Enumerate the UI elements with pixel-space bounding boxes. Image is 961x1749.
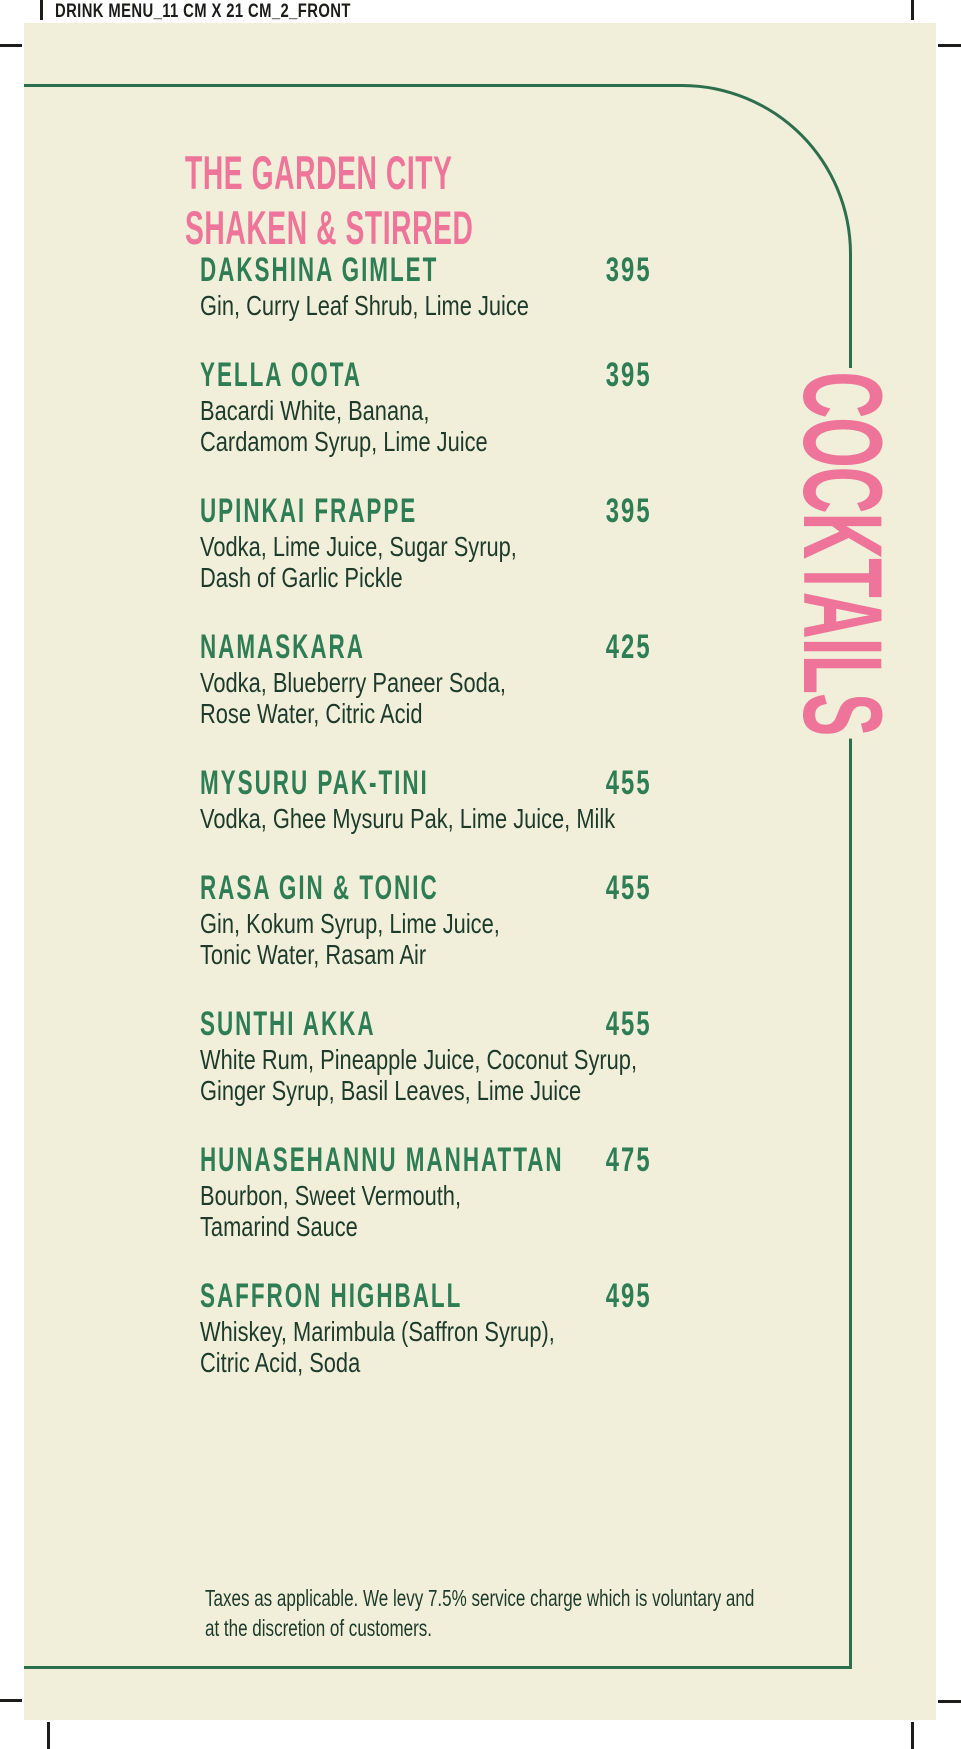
menu-item-name: SUNTHI AKKA <box>200 1005 376 1043</box>
menu-item-desc <box>200 1180 652 1242</box>
menu-item <box>200 871 652 970</box>
menu-item-desc-line: Citric Acid, Soda <box>200 1347 361 1378</box>
menu-item-desc <box>200 1316 652 1378</box>
crop-mark-top-left-horizontal <box>0 44 22 47</box>
menu-item-name: UPINKAI FRAPPE <box>200 492 418 530</box>
menu-item-desc-line: Gin, Kokum Syrup, Lime Juice, <box>200 908 500 939</box>
section-heading <box>185 145 666 255</box>
tax-disclaimer-line-1: Taxes as applicable. We levy 7.5% service charge which is voluntary and <box>205 1585 755 1611</box>
menu-item-desc <box>200 908 652 970</box>
menu-item-desc-line: Rose Water, Citric Acid <box>200 698 423 729</box>
design-file-label: DRINK MENU_11 CM X 21 CM_2_FRONT <box>55 1 351 22</box>
menu-item-price: 395 <box>605 492 652 530</box>
tax-disclaimer-line-2: at the discretion of customers. <box>205 1615 433 1641</box>
menu-item-name: SAFFRON HIGHBALL <box>200 1277 463 1315</box>
menu-item-desc-line: Gin, Curry Leaf Shrub, Lime Juice <box>200 290 529 321</box>
menu-item <box>200 253 652 321</box>
menu-item-title-row <box>200 494 652 528</box>
menu-item-title-row <box>200 358 652 392</box>
menu-item <box>200 766 652 834</box>
menu-item-name: HUNASEHANNU MANHATTAN <box>200 1141 564 1179</box>
menu-item <box>200 1279 652 1378</box>
menu-item <box>200 1007 652 1106</box>
menu-item-price: 395 <box>605 251 652 289</box>
menu-item-desc-line: Whiskey, Marimbula (Saffron Syrup), <box>200 1316 555 1347</box>
crop-mark-bottom-right-horizontal <box>938 1700 961 1703</box>
menu-item-price: 495 <box>605 1277 652 1315</box>
crop-mark-bottom-left-horizontal <box>0 1699 22 1702</box>
menu-item-desc-line: Tamarind Sauce <box>200 1211 358 1242</box>
crop-mark-bottom-right-vertical <box>911 1722 914 1749</box>
menu-item-title-row <box>200 871 652 905</box>
crop-mark-top-left-vertical <box>40 0 43 20</box>
menu-item-desc <box>200 667 652 729</box>
menu-item-title-row <box>200 253 652 287</box>
menu-item-desc-line: Bacardi White, Banana, <box>200 395 430 426</box>
menu-item-desc <box>200 290 652 321</box>
section-heading-line-1: THE GARDEN CITY <box>185 146 453 199</box>
menu-item-desc-line: White Rum, Pineapple Juice, Coconut Syrup, <box>200 1044 638 1075</box>
menu-item <box>200 358 652 457</box>
menu-item-name: MYSURU PAK-TINI <box>200 764 429 802</box>
menu-item-desc <box>200 531 652 593</box>
menu-item-title-row <box>200 1007 652 1041</box>
menu-item <box>200 630 652 729</box>
menu-items <box>200 253 652 1415</box>
section-heading-line-2: SHAKEN & STIRRED <box>185 201 474 254</box>
menu-item-price: 395 <box>605 356 652 394</box>
menu-item-desc-line: Dash of Garlic Pickle <box>200 562 403 593</box>
menu-item-price: 425 <box>605 628 652 666</box>
menu-item-name: YELLA OOTA <box>200 356 362 394</box>
menu-item <box>200 1143 652 1242</box>
menu-item-title-row <box>200 630 652 664</box>
menu-item-title-row <box>200 1143 652 1177</box>
menu-item-desc-line: Vodka, Lime Juice, Sugar Syrup, <box>200 531 517 562</box>
menu-item-price: 455 <box>605 869 652 907</box>
tax-disclaimer <box>205 1583 947 1643</box>
menu-item-desc-line: Vodka, Ghee Mysuru Pak, Lime Juice, Milk <box>200 803 616 834</box>
menu-page <box>24 23 936 1720</box>
crop-mark-top-right-horizontal <box>938 44 961 47</box>
menu-item-name: DAKSHINA GIMLET <box>200 251 439 289</box>
menu-item-price: 455 <box>605 764 652 802</box>
menu-item-price: 455 <box>605 1005 652 1043</box>
menu-item-price: 475 <box>605 1141 652 1179</box>
category-vertical-label: COCKTAILS <box>801 368 883 739</box>
menu-item-desc-line: Vodka, Blueberry Paneer Soda, <box>200 667 506 698</box>
menu-item-desc-line: Tonic Water, Rasam Air <box>200 939 427 970</box>
menu-item-title-row <box>200 766 652 800</box>
menu-item-name: NAMASKARA <box>200 628 365 666</box>
menu-item-desc-line: Ginger Syrup, Basil Leaves, Lime Juice <box>200 1075 582 1106</box>
menu-item-title-row <box>200 1279 652 1313</box>
menu-item-name: RASA GIN & TONIC <box>200 869 439 907</box>
menu-item-desc-line: Bourbon, Sweet Vermouth, <box>200 1180 462 1211</box>
menu-item-desc <box>200 1044 652 1106</box>
menu-item-desc-line: Cardamom Syrup, Lime Juice <box>200 426 488 457</box>
crop-mark-top-right-vertical <box>911 0 914 20</box>
menu-item-desc <box>200 395 652 457</box>
menu-item-desc <box>200 803 652 834</box>
menu-item <box>200 494 652 593</box>
crop-mark-bottom-left-vertical <box>47 1722 50 1749</box>
